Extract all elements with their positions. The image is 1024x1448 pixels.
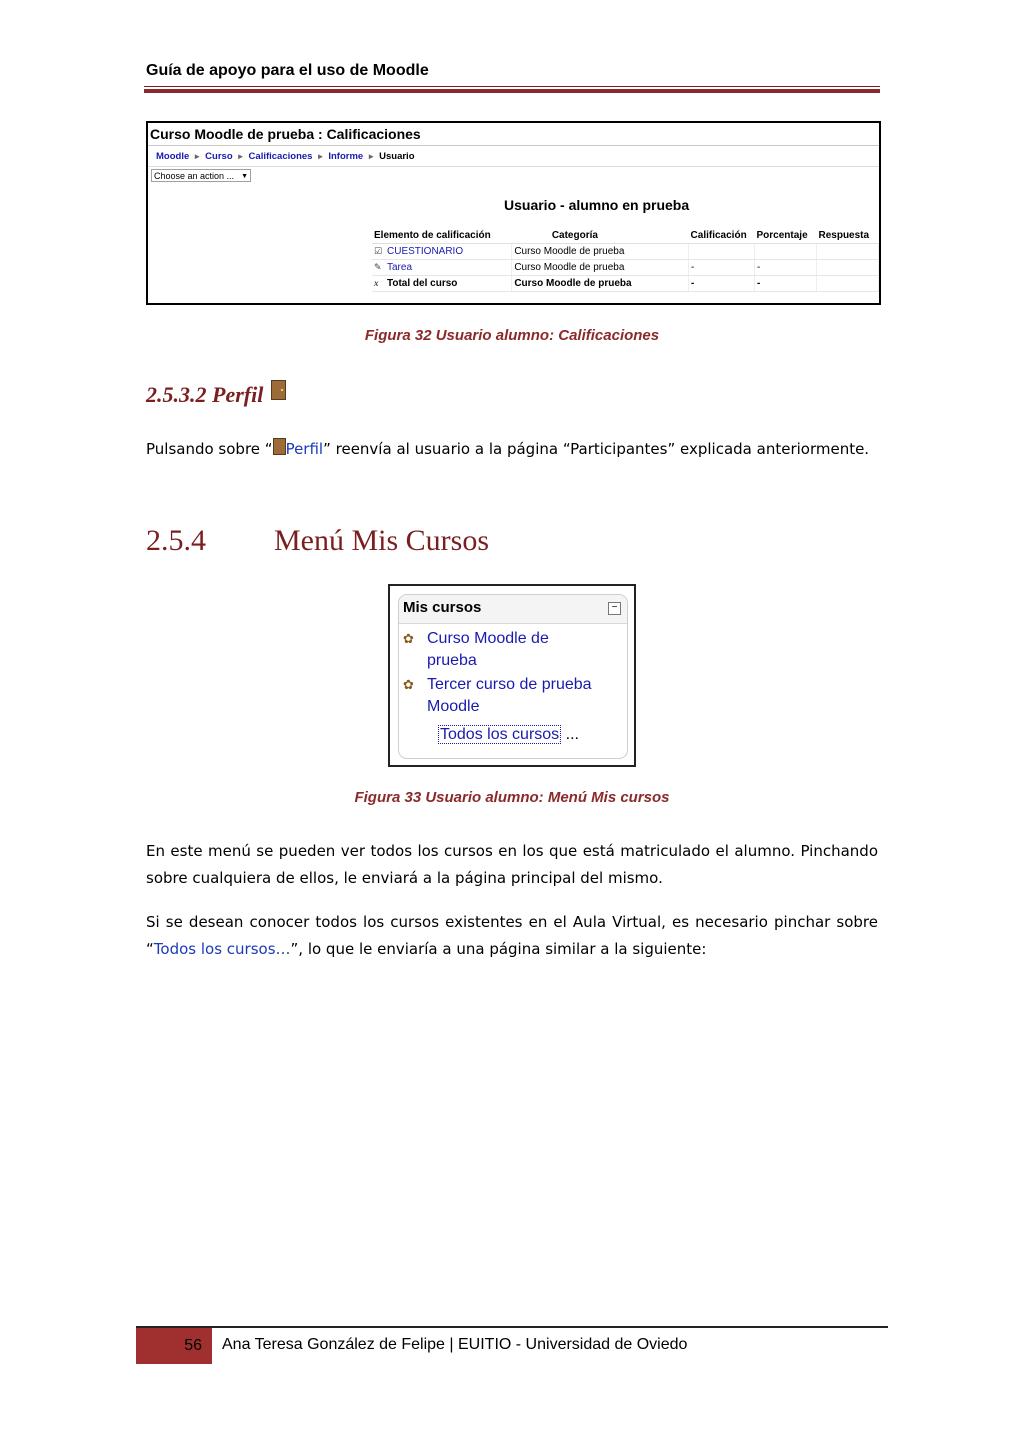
course-name: [427, 628, 549, 672]
breadcrumb-separator-icon: ►: [367, 152, 376, 161]
grade-item-cell: [372, 276, 512, 292]
section-heading-perfil: [146, 380, 286, 408]
course-link-1[interactable]: [403, 628, 549, 672]
course-name-line: Moodle: [427, 698, 480, 715]
action-select[interactable]: [151, 169, 251, 182]
grade-item-cell: [372, 260, 512, 276]
breadcrumb-separator-icon: ►: [316, 152, 325, 161]
perfil-link[interactable]: Perfil: [285, 440, 324, 458]
breadcrumb: [156, 151, 415, 162]
grade-item-cell: [372, 244, 512, 260]
percent-cell: -: [755, 260, 817, 276]
category-cell: Curso Moodle de prueba: [512, 276, 689, 292]
category-cell: Curso Moodle de prueba: [512, 244, 689, 260]
category-cell: Curso Moodle de prueba: [512, 260, 689, 276]
formula-icon: x: [374, 278, 379, 288]
percent-cell: -: [755, 276, 817, 292]
document-header-title: Guía de apoyo para el uso de Moodle: [146, 62, 429, 79]
assignment-icon: ✎: [374, 262, 382, 272]
breadcrumb-separator-icon: ►: [193, 152, 202, 161]
grade-cell: [689, 244, 755, 260]
section-heading-mis-cursos: [146, 524, 489, 558]
title-divider: [148, 145, 879, 146]
all-courses-text-link[interactable]: Todos los cursos…: [153, 940, 291, 958]
course-name-line: Curso Moodle de: [427, 630, 549, 647]
header-rule-thick: [144, 89, 880, 93]
block-title: Mis cursos: [403, 599, 482, 616]
text: ”, lo que le enviaría a una página similar a la siguiente:: [290, 940, 707, 958]
column-header: Porcentaje: [755, 227, 817, 244]
response-cell: [816, 260, 878, 276]
course-icon: ✿: [403, 631, 414, 646]
grade-item-total: Total del curso: [387, 278, 458, 289]
all-courses-label: Todos los cursos: [440, 726, 560, 743]
grade-item-link[interactable]: CUESTIONARIO: [387, 246, 464, 257]
grades-table: [372, 227, 879, 292]
door-icon: [271, 380, 286, 400]
text: ” reenvía al usuario a la página “Participantes” explicada anteriormente.: [323, 440, 870, 458]
column-header: Elemento de calificación: [372, 227, 512, 244]
header-rule: [144, 86, 880, 87]
all-courses-suffix: ...: [561, 726, 579, 743]
report-title: Usuario - alumno en prueba: [504, 197, 690, 213]
course-name-line: prueba: [427, 652, 477, 669]
figure-caption: Figura 33 Usuario alumno: Menú Mis cursos: [354, 789, 670, 806]
breadcrumb-informe[interactable]: Informe: [328, 151, 364, 162]
paragraph-perfil: [146, 436, 878, 463]
percent-cell: [755, 244, 817, 260]
section-number: 2.5.4: [146, 524, 206, 557]
quiz-icon: ☑: [374, 246, 383, 256]
figure-my-courses-screenshot: [388, 584, 636, 767]
course-icon: ✿: [403, 677, 414, 692]
breadcrumb-divider: [148, 166, 879, 167]
figure-caption: Figura 32 Usuario alumno: Calificaciones: [364, 327, 660, 344]
my-courses-block: [398, 594, 628, 759]
grade-item-link[interactable]: Tarea: [387, 262, 413, 273]
column-header: Respuesta: [816, 227, 878, 244]
heading-text: 2.5.3.2 Perfil: [146, 382, 264, 407]
page-number: 56: [136, 1328, 212, 1364]
footer-rule: [136, 1326, 888, 1328]
table-row: [372, 244, 879, 260]
door-icon: [273, 438, 286, 455]
breadcrumb-calificaciones[interactable]: Calificaciones: [248, 151, 313, 162]
text: Pulsando sobre “: [146, 440, 273, 458]
action-select-value: Choose an action ...: [154, 171, 235, 181]
breadcrumb-current: Usuario: [379, 151, 415, 162]
chevron-down-icon: ▼: [241, 173, 248, 180]
response-cell: [816, 244, 878, 260]
column-header: Calificación: [689, 227, 755, 244]
grades-page-title: Curso Moodle de prueba : Calificaciones: [150, 126, 421, 142]
course-name: [427, 674, 592, 718]
all-courses-link[interactable]: [438, 726, 579, 744]
table-row: [372, 276, 879, 292]
collapse-icon[interactable]: −: [608, 602, 621, 615]
breadcrumb-separator-icon: ►: [236, 152, 245, 161]
figure-grades-screenshot: [146, 121, 881, 305]
paragraph-menu: En este menú se pueden ver todos los cursos en los que está matriculado el alumno. Pinchando sobre cualquiera de ellos, le enviará a la página principal del mismo.: [146, 842, 878, 887]
breadcrumb-moodle[interactable]: Moodle: [156, 151, 190, 162]
response-cell: [816, 276, 878, 292]
column-header: Categoría: [512, 227, 689, 244]
table-row: [372, 260, 879, 276]
breadcrumb-curso[interactable]: Curso: [205, 151, 233, 162]
course-link-2[interactable]: [403, 674, 592, 718]
block-header: [399, 595, 627, 624]
section-title: Menú Mis Cursos: [274, 524, 490, 557]
footer-text: Ana Teresa González de Felipe | EUITIO - Universidad de Oviedo: [222, 1336, 688, 1353]
grade-cell: -: [689, 276, 755, 292]
paragraph-all-courses: [146, 909, 878, 963]
table-header-row: [372, 227, 879, 244]
text: Si se desean conocer todos los cursos existentes en el Aula Virtual, es necesario pinchar sobre “: [146, 913, 878, 958]
grade-cell: -: [689, 260, 755, 276]
course-name-line: Tercer curso de prueba: [427, 676, 592, 693]
